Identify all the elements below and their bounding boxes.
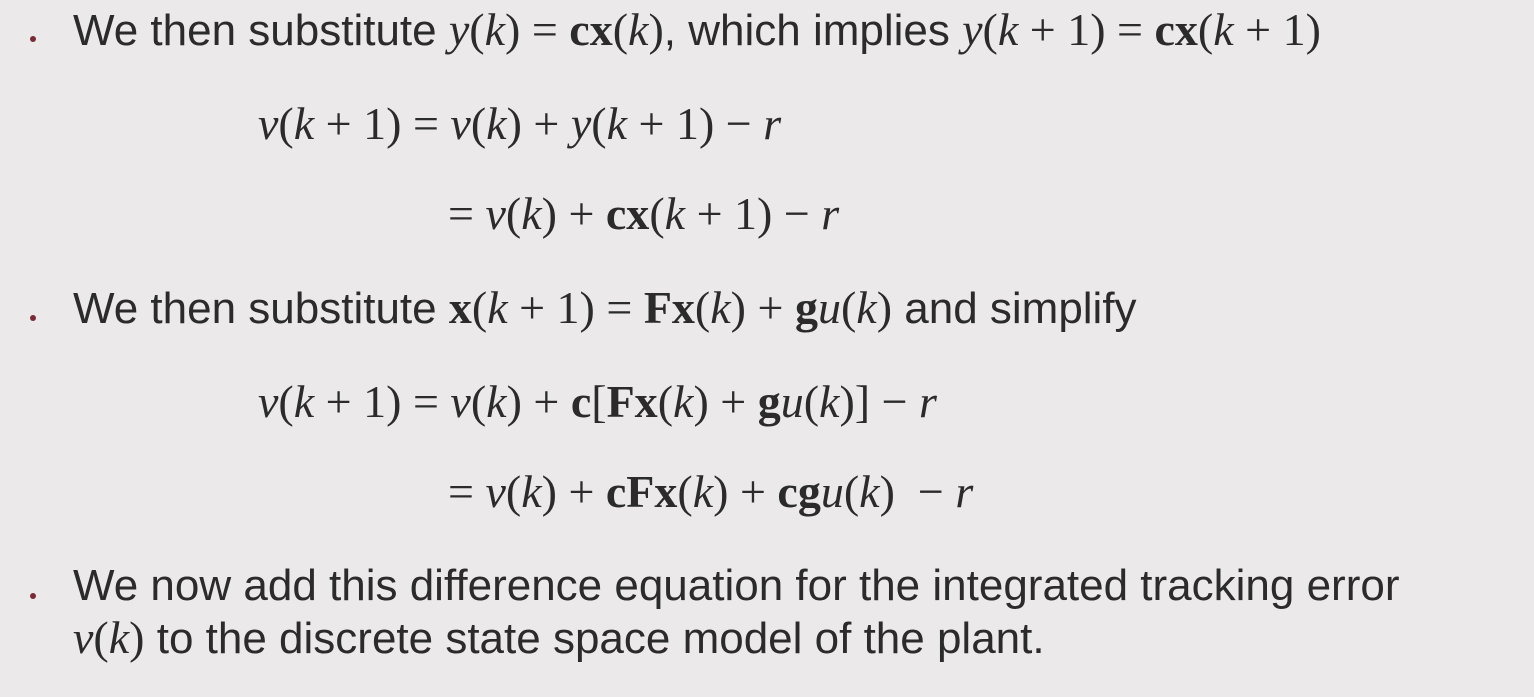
bullet-2-suffix: and simplify — [904, 284, 1137, 333]
bullet-2-prefix: We then substitute — [73, 284, 437, 333]
bullet-2-math: x(k + 1) = Fx(k) + gu(k) — [448, 282, 893, 333]
equation-1 — [258, 98, 781, 150]
bullet-3-line-1: We now add this difference equation for the integrated tracking error — [73, 561, 1400, 610]
bullet-1-mid: , which implies — [663, 6, 950, 55]
equation-1-rhs: = v(k) + y(k + 1) − r — [412, 98, 782, 149]
equation-1-lhs: v(k + 1) — [258, 98, 402, 149]
equation-3-lhs: v(k + 1) — [258, 376, 402, 427]
bullet-1-text — [73, 4, 1321, 57]
bullet-1-math-2: y(k + 1) = cx(k + 1) — [962, 4, 1321, 55]
equation-2: = v(k) + cx(k + 1) − r — [448, 188, 840, 239]
equation-4: = v(k) + cFx(k) + cgu(k) − r — [448, 466, 974, 517]
equation-3-rhs: = v(k) + c[Fx(k) + gu(k)] − r — [412, 376, 937, 427]
bullet-marker-2 — [30, 315, 36, 321]
bullet-marker-1 — [30, 36, 36, 42]
bullet-2-text — [73, 282, 1137, 335]
bullet-3-line-2 — [73, 612, 1045, 665]
bullet-1-prefix: We then substitute — [73, 6, 437, 55]
bullet-3-math: v(k) — [73, 612, 145, 663]
bullet-3-line-2-text: to the discrete state space model of the plant. — [156, 614, 1045, 663]
bullet-1-math-1: y(k) = cx(k) — [448, 4, 664, 55]
equation-3 — [258, 376, 937, 428]
bullet-marker-3 — [30, 593, 36, 599]
